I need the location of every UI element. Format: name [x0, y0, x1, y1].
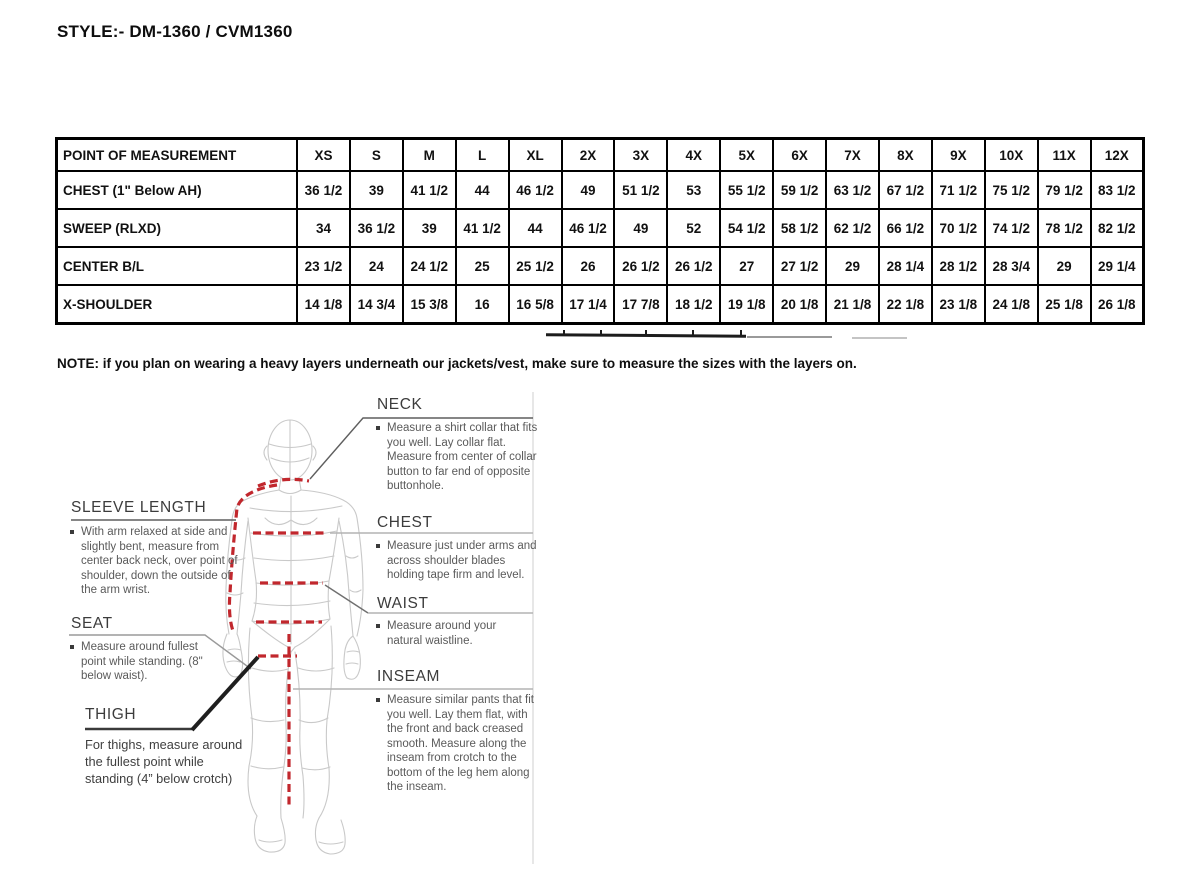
size-value-cell: 28 1/2	[932, 247, 985, 285]
size-value-cell: 24 1/2	[403, 247, 456, 285]
size-value-cell: 41 1/2	[456, 209, 509, 247]
header-size-7x: 7X	[826, 139, 879, 172]
size-value-cell: 19 1/8	[720, 285, 773, 324]
header-size-9x: 9X	[932, 139, 985, 172]
size-value-cell: 28 3/4	[985, 247, 1038, 285]
size-value-cell: 26 1/8	[1091, 285, 1144, 324]
size-value-cell: 63 1/2	[826, 171, 879, 209]
size-value-cell: 55 1/2	[720, 171, 773, 209]
header-size-m: M	[403, 139, 456, 172]
row-label: X-SHOULDER	[57, 285, 298, 324]
size-value-cell: 21 1/8	[826, 285, 879, 324]
guide-text-chest: Measure just under arms and across shoulder blades holding tape firm and level.	[375, 539, 542, 583]
measurement-guide	[55, 388, 538, 870]
guide-text-neck: Measure a shirt collar that fits you well. Lay collar flat. Measure from center of collar button to far end of opposite buttonhole.	[375, 421, 539, 494]
page-title: STYLE:- DM-1360 / CVM1360	[57, 22, 293, 41]
header-size-10x: 10X	[985, 139, 1038, 172]
size-value-cell: 46 1/2	[562, 209, 615, 247]
size-value-cell: 14 3/4	[350, 285, 403, 324]
size-value-cell: 59 1/2	[773, 171, 826, 209]
size-value-cell: 54 1/2	[720, 209, 773, 247]
size-value-cell: 17 7/8	[614, 285, 667, 324]
size-value-cell: 83 1/2	[1091, 171, 1144, 209]
size-chart-body	[57, 171, 1144, 324]
size-value-cell: 39	[350, 171, 403, 209]
guide-label-seat: SEAT	[71, 615, 113, 632]
size-value-cell: 22 1/8	[879, 285, 932, 324]
size-value-cell: 29 1/4	[1091, 247, 1144, 285]
header-size-xs: XS	[297, 139, 350, 172]
guide-label-waist: WAIST	[377, 595, 429, 612]
size-value-cell: 16	[456, 285, 509, 324]
guide-label-thigh: THIGH	[85, 706, 137, 723]
guide-label-chest: CHEST	[377, 514, 433, 531]
body-figure	[223, 420, 363, 854]
header-size-8x: 8X	[879, 139, 932, 172]
header-size-2x: 2X	[562, 139, 615, 172]
table-row	[57, 209, 1144, 247]
size-value-cell: 58 1/2	[773, 209, 826, 247]
size-value-cell: 27 1/2	[773, 247, 826, 285]
header-size-xl: XL	[509, 139, 562, 172]
header-size-s: S	[350, 139, 403, 172]
size-value-cell: 16 5/8	[509, 285, 562, 324]
size-value-cell: 44	[509, 209, 562, 247]
size-value-cell: 49	[562, 171, 615, 209]
erased-row-smudge	[852, 337, 907, 339]
size-value-cell: 44	[456, 171, 509, 209]
size-value-cell: 17 1/4	[562, 285, 615, 324]
erased-row-tick	[600, 330, 602, 336]
note-text: NOTE: if you plan on wearing a heavy layers underneath our jackets/vest, make sure to measure the sizes with the layers on.	[57, 356, 857, 371]
row-label: SWEEP (RLXD)	[57, 209, 298, 247]
size-value-cell: 26 1/2	[614, 247, 667, 285]
size-value-cell: 71 1/2	[932, 171, 985, 209]
header-size-11x: 11X	[1038, 139, 1091, 172]
size-value-cell: 14 1/8	[297, 285, 350, 324]
size-value-cell: 79 1/2	[1038, 171, 1091, 209]
size-value-cell: 23 1/8	[932, 285, 985, 324]
size-value-cell: 36 1/2	[350, 209, 403, 247]
table-row	[57, 171, 1144, 209]
waist-callout-line	[325, 585, 368, 613]
guide-label-sleeve-length: SLEEVE LENGTH	[71, 499, 207, 516]
size-value-cell: 29	[826, 247, 879, 285]
guide-label-inseam: INSEAM	[377, 668, 441, 685]
size-value-cell: 25 1/8	[1038, 285, 1091, 324]
erased-row-tick	[740, 330, 742, 336]
guide-text-seat: Measure around fullest point while standing. (8" below waist).	[69, 640, 223, 684]
size-value-cell: 75 1/2	[985, 171, 1038, 209]
guide-label-neck: NECK	[377, 396, 423, 413]
size-value-cell: 51 1/2	[614, 171, 667, 209]
erased-row-tick	[645, 330, 647, 336]
header-row	[57, 139, 1144, 172]
row-label: CHEST (1" Below AH)	[57, 171, 298, 209]
size-value-cell: 26 1/2	[667, 247, 720, 285]
size-value-cell: 20 1/8	[773, 285, 826, 324]
header-size-12x: 12X	[1091, 139, 1144, 172]
size-value-cell: 67 1/2	[879, 171, 932, 209]
header-size-5x: 5X	[720, 139, 773, 172]
size-value-cell: 27	[720, 247, 773, 285]
size-value-cell: 74 1/2	[985, 209, 1038, 247]
size-value-cell: 24 1/8	[985, 285, 1038, 324]
header-size-4x: 4X	[667, 139, 720, 172]
size-chart-header	[57, 139, 1144, 172]
size-value-cell: 25 1/2	[509, 247, 562, 285]
size-value-cell: 52	[667, 209, 720, 247]
header-size-6x: 6X	[773, 139, 826, 172]
size-value-cell: 62 1/2	[826, 209, 879, 247]
size-value-cell: 78 1/2	[1038, 209, 1091, 247]
size-value-cell: 18 1/2	[667, 285, 720, 324]
erased-row-smudge	[747, 336, 832, 338]
size-value-cell: 66 1/2	[879, 209, 932, 247]
guide-text-waist: Measure around your natural waistline.	[375, 619, 527, 648]
size-chart-table	[55, 137, 1145, 325]
size-value-cell: 53	[667, 171, 720, 209]
guide-text-inseam: Measure similar pants that fit you well. Lay them flat, with the front and back creased smooth. Measure along the inseam from crotch to the bottom of the leg hem along the inseam.	[375, 693, 545, 795]
guide-text-sleeve-length: With arm relaxed at side and slightly bent, measure from center back neck, over point of shoulder, down the outside of the arm wrist.	[69, 525, 239, 598]
size-value-cell: 49	[614, 209, 667, 247]
erased-row-tick	[692, 330, 694, 336]
erased-row-tick	[563, 330, 565, 336]
size-value-cell: 29	[1038, 247, 1091, 285]
size-value-cell: 36 1/2	[297, 171, 350, 209]
neck-measure-line	[258, 479, 309, 486]
size-value-cell: 24	[350, 247, 403, 285]
guide-text-thigh: For thighs, measure around the fullest point while standing (4” below crotch)	[85, 737, 243, 786]
size-value-cell: 23 1/2	[297, 247, 350, 285]
size-chart-wrap	[55, 137, 1145, 325]
size-value-cell: 28 1/4	[879, 247, 932, 285]
size-value-cell: 82 1/2	[1091, 209, 1144, 247]
table-row	[57, 285, 1144, 324]
table-row	[57, 247, 1144, 285]
size-value-cell: 70 1/2	[932, 209, 985, 247]
size-value-cell: 46 1/2	[509, 171, 562, 209]
size-value-cell: 25	[456, 247, 509, 285]
header-size-3x: 3X	[614, 139, 667, 172]
size-value-cell: 15 3/8	[403, 285, 456, 324]
size-value-cell: 39	[403, 209, 456, 247]
row-label: CENTER B/L	[57, 247, 298, 285]
header-point-of-measurement: POINT OF MEASUREMENT	[57, 139, 298, 172]
header-size-l: L	[456, 139, 509, 172]
size-value-cell: 26	[562, 247, 615, 285]
size-value-cell: 41 1/2	[403, 171, 456, 209]
size-value-cell: 34	[297, 209, 350, 247]
